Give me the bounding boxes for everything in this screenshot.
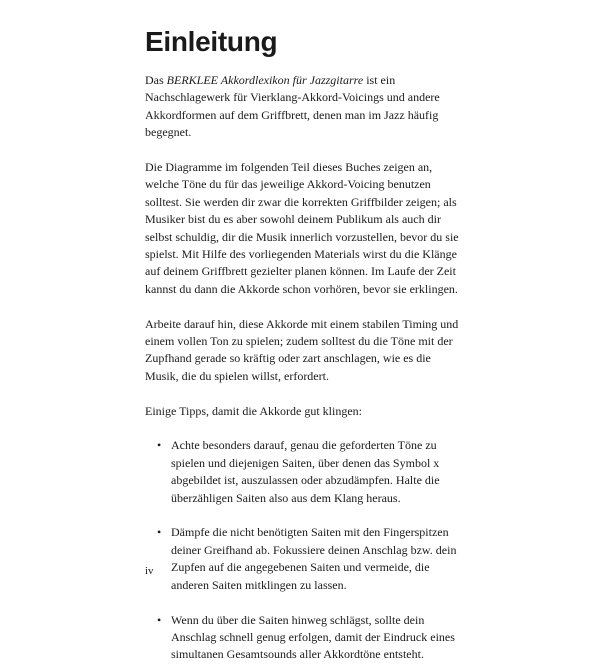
page-title: Einleitung [145,26,278,57]
bullet-icon: • [157,525,162,540]
tip-text: Achte besonders darauf, genau die geforderten Töne zu spielen und diejenigen Saiten, über denen das Symbol x abgebildet ist, auszulassen oder abzudämpfen. Halte die überzähligen Saiten also aus dem Klang heraus. [171,438,440,505]
body-text [145,72,465,664]
list-item [145,612,465,664]
intro-prefix: Das [145,73,167,87]
bullet-icon: • [157,438,162,453]
intro-suffix: ist ein Nachschlagewerk für Vierklang-Akkord-Voicings und andere Akkordformen auf dem Griffbrett, denen man im Jazz häufig begegnet. [145,73,440,140]
list-item [145,524,465,594]
book-title: BERKLEE Akkordlexikon für Jazzgitarre [166,73,364,87]
page-number: iv [145,565,154,577]
paragraph-timing: Arbeite darauf hin, diese Akkorde mit einem stabilen Timing und einem vollen Ton zu spielen; zudem solltest du die Töne mit der Zupfhand gerade so kräftig oder zart anschlagen, wie es die Musik, die du spielen willst, erfordert. [145,316,459,383]
tip-text: Dämpfe die nicht benötigten Saiten mit den Fingerspitzen deiner Greifhand ab. Fokussiere deinen Anschlag bzw. dein Zupfen auf die angegebenen Saiten und vermeide, die anderen Saiten mitklingen zu lassen. [171,525,457,592]
list-item [145,437,465,507]
tips-list [145,437,465,663]
tip-text: Wenn du über die Saiten hinweg schlägst, sollte dein Anschlag schnell genug erfolgen, damit der Eindruck eines simultanen Gesamtsounds aller Akkordtöne entsteht. [171,612,455,662]
tips-intro: Einige Tipps, damit die Akkorde gut klingen: [145,403,362,418]
paragraph-diagrams: Die Diagramme im folgenden Teil dieses Buches zeigen an, welche Töne du für das jeweilige Akkord-Voicing benutzen solltest. Sie werden dir zwar die korrekten Griffbilder zeigen; als Musiker bist du es aber sowohl deinem Publikum als auch dir selbst schuldig, dir die Musik innerlich vorzustellen, bevor du sie spielst. Mit Hilfe des vorliegenden Materials wirst du die Klänge auf deinem Griffbrett gezielter planen können. Im Laufe der Zeit kannst du dann die Akkorde schon vorhören, bevor sie erklingen. [145,160,459,296]
bullet-icon: • [157,612,162,627]
intro-paragraph [145,72,465,142]
